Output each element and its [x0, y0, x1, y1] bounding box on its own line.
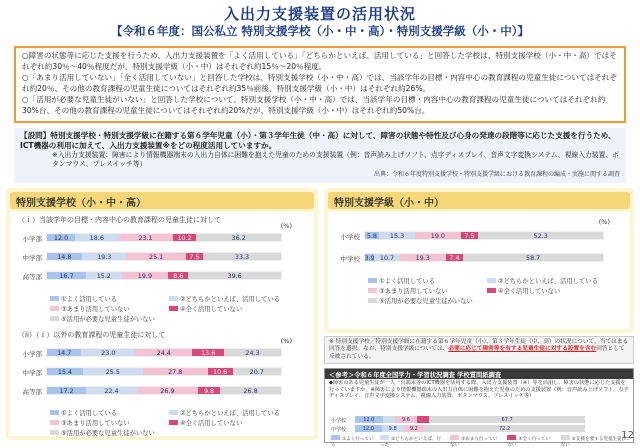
chart2-legend-label: ⑤活用が必要な児童生徒がいない: [61, 430, 155, 437]
reference-legend-item: [331, 435, 374, 448]
reference-legend-swatch: [331, 435, 340, 440]
special-class-chart-area: [328, 212, 630, 329]
chart1-segment-1: 12.0: [47, 234, 75, 241]
chart2-row-label: 中学部: [22, 369, 42, 377]
chart1-segment-2: 19.3: [82, 253, 127, 260]
chart3-row-label: 中学校: [340, 255, 360, 263]
reference-segment-4: [417, 416, 429, 423]
chart2-segment-1: 17.2: [47, 387, 86, 394]
reference-segment-5: 72.2: [424, 425, 585, 432]
chart1-legend-swatch: [169, 306, 178, 311]
chart1-segment-2: 15.2: [86, 272, 122, 279]
chart2-legend-swatch: [50, 430, 59, 435]
chart2-legend-swatch: [50, 410, 59, 415]
chart2-bar: [46, 367, 282, 376]
reference-row-label: 中学校: [331, 427, 347, 433]
chart1-segment-1: 16.7: [47, 272, 86, 279]
chart3-legend-label: ②どちらかといえば、活用している: [497, 278, 598, 285]
chart2-segment-5: 26.8: [220, 387, 281, 394]
summary-box: [14, 46, 626, 123]
question-text: 【設問】特別支援学校・特別支援学級に在籍する第６学年児童（小）・第３学年生徒（中・高）に対して、障害の状態や特性及び心身の発達の段階等に応じた支援を行うため、ICT機器の利用に加えて、入出力支援装置※をどの程度活用していますか。: [20, 131, 616, 150]
reference-segment-1: 12.0: [355, 416, 383, 423]
chart1-legend-label: ③あまり活用していない: [61, 306, 130, 313]
special-school-header: 特別支援学校（小・中・高）: [10, 192, 314, 209]
reference-legend-swatch: [450, 435, 459, 440]
chart1-legend-item: [169, 304, 280, 313]
chart2-unit: (%): [280, 337, 292, 345]
chart3-segment-2: 10.7: [374, 254, 399, 261]
reference-segment-3: 9.2: [404, 425, 425, 432]
chart2-row-label: 高等部: [22, 388, 42, 396]
chart1-legend-label: ②どちらかといえば、活用している: [179, 296, 280, 303]
chart2-legend-label: ③あまり活用していない: [61, 420, 130, 427]
chart3-bar: [364, 253, 604, 262]
chart3-legend-item: [368, 296, 473, 305]
footnote-emphasis: 必要に応じて障害等を有する児童生徒に対する設置を含む: [448, 346, 597, 353]
chart2-legend-label: ④全く活用していない: [179, 420, 243, 427]
chart1-legend-swatch: [50, 306, 59, 311]
chart3-legend-label: ①よく活用している: [379, 278, 436, 285]
reference-legend-item: [450, 435, 501, 448]
chart1-legend-item: [50, 314, 155, 323]
chart1-legend-item: [50, 294, 155, 303]
chart2-legend-swatch: [50, 420, 59, 425]
summary-line-3: ○「活用が必要な児童生徒がいない」と回答した学校について、特別支援学校（小・中・高）では、当該学年の目標・内容中心の教育課程の児童生徒についてはそれぞれ約30%台、その他の教育課程の児童生徒についてはそれぞれ約20%だが、特別支援学級（小・中）はそれぞれ約50%台。: [22, 95, 606, 115]
reference-legend-swatch: [507, 435, 516, 440]
chart3-segment-1: 5.8: [366, 231, 377, 240]
chart3-segment-4: 7.4: [446, 254, 464, 261]
reference-bar: [355, 416, 585, 423]
special-class-panel: [324, 188, 634, 333]
chart1-legend-item: [169, 294, 280, 303]
chart3-legend-swatch: [487, 278, 496, 283]
chart3-unit: (%): [598, 218, 610, 226]
chart2-row-label: 小学部: [22, 350, 42, 358]
chart1-segment-4: 10.2: [173, 234, 197, 241]
chart1-segment-5: 33.3: [203, 253, 281, 260]
chart2-segment-3: 26.9: [137, 387, 198, 394]
chart1-title: （ｉ）当該学年の目標・内容中心の教育課程の児童生徒に対して: [18, 216, 221, 224]
chart2-segment-3: 24.4: [135, 349, 192, 356]
chart2-legend-item: [169, 418, 280, 427]
reference-legend-label: ①よく行っている: [331, 437, 374, 448]
reference-title: ＜参考＞令和６年度全国学力・学習状況調査 学校質問紙調査: [325, 369, 633, 379]
chart2-segment-3: 27.8: [143, 368, 208, 375]
reference-legend-label: ③あまり行っていない: [450, 437, 498, 448]
summary-line-1: ○障害の状態等に応じた支援を行うため、入出力支援装置を「よく活用している」「どちらかといえば、活用している」と回答した学校は、特別支援学校（小・中・高）ではそれぞれ約30％〜40％程度だが、特別支援学級（小・中）はそれぞれ約15％〜20％程度。: [22, 51, 617, 71]
chart2-legend-item: [50, 428, 155, 437]
reference-row-label: 小学校: [331, 418, 347, 424]
chart1-segment-1: 14.8: [47, 253, 82, 260]
chart1-segment-4: 7.5: [186, 253, 204, 260]
chart2-legend-item: [169, 408, 280, 417]
question-explanation: [14, 128, 626, 183]
special-school-chart-area: [10, 212, 314, 436]
chart3-legend-swatch: [368, 298, 377, 303]
chart2-legend-label: ②どちらかといえば、活用している: [179, 410, 280, 417]
chart2-segment-4: 9.8: [198, 387, 220, 394]
chart1-unit: (%): [280, 222, 292, 230]
chart1-legend-swatch: [50, 316, 59, 321]
chart1-legend-label: ④全く活用していない: [179, 306, 243, 313]
chart1-segment-4: 8.6: [168, 272, 188, 279]
chart2-legend-item: [50, 408, 155, 417]
chart3-segment-3: 19.3: [400, 254, 446, 261]
reference-legend-label: ④全く行っていない: [507, 437, 551, 448]
chart1-bar: [46, 233, 282, 242]
chart2-segment-2: 23.0: [81, 349, 135, 356]
chart2-title: （ii）（ｉ）以外の教育課程の児童生徒に対して: [18, 331, 166, 339]
chart3-bar: [364, 231, 604, 240]
chart3-segment-1: 3.9: [364, 253, 375, 262]
chart2-bar: [46, 348, 282, 357]
chart3-legend-item: [487, 276, 598, 285]
chart2-segment-2: 22.4: [86, 387, 137, 394]
chart2-bar: [46, 386, 282, 395]
chart1-segment-3: 25.1: [127, 253, 186, 260]
reference-segment-2: 9.8: [382, 425, 404, 432]
chart3-legend-label: ③あまり活用していない: [379, 288, 448, 295]
chart3-segment-5: 58.7: [463, 254, 603, 261]
chart2-legend: [50, 408, 280, 437]
reference-legend-label: ⑤支援を要する児童生徒がいない: [560, 437, 631, 448]
chart2-legend-swatch: [169, 410, 178, 415]
chart1-legend-item: [50, 304, 155, 313]
chart3-legend-item: [368, 286, 473, 295]
chart3-row-label: 小学校: [340, 233, 360, 241]
page-title: 入出力支援装置の活用状況: [223, 5, 416, 23]
reference-legend-item: [380, 435, 444, 448]
chart2-legend-swatch: [169, 420, 178, 425]
chart3-segment-5: 52.3: [478, 232, 603, 239]
chart1-row-label: 高等部: [22, 273, 42, 281]
reference-segment-5: 67.7: [429, 416, 585, 423]
chart2-segment-5: 20.7: [233, 368, 281, 375]
chart1-legend-swatch: [50, 296, 59, 301]
chart3-legend-label: ⑤活用が必要な児童生徒がいない: [379, 298, 473, 305]
reference-legend-label: ②どちらかといえば、行った: [380, 437, 442, 448]
chart1-row-label: 小学部: [22, 235, 42, 243]
footnote-box: [324, 336, 634, 364]
special-school-panel: [6, 188, 318, 440]
chart1-segment-2: 18.6: [75, 234, 118, 241]
chart2-segment-5: 24.3: [224, 349, 281, 356]
chart3-segment-3: 19.0: [415, 232, 460, 239]
footnote-tail: 回答として反映されている。: [329, 346, 625, 360]
chart2-segment-1: 15.4: [47, 368, 83, 375]
special-class-header: 特別支援学級（小・中）: [328, 192, 630, 209]
device-definition: ※入出力支援装置：障害により情報機器端末の入出力自体に困難を抱えた児童のための支援装置（例：音声読み上げソフト、点字ディスプレイ、音声文字変換システム、視線入力装置、ボタンマウス、プレスイッチ等）: [52, 151, 619, 168]
chart1-legend-label: ①よく活用している: [61, 296, 118, 303]
chart1-segment-3: 23.1: [119, 234, 173, 241]
chart1-segment-5: 36.2: [196, 234, 281, 241]
chart1-segment-3: 19.9: [122, 272, 169, 279]
reference-body: ◆障害のある児童生徒が一人一台端末等のICT機器を活用する際、入出力支援装置（※）等を活用し、障害の状態に応じた支援を行っていますか。※障害により情報機器端末の入出力自体に困難を抱えた児童のための支援装置（例：音声読み上げソフト、点字ディスプレイ、音声文字変換システム、視線入力装置、ボタンマウス、プレスイッチ等）: [329, 380, 629, 399]
reference-legend: [331, 435, 633, 448]
chart3-legend-swatch: [368, 288, 377, 293]
chart1-legend-label: ⑤活用が必要な児童生徒がいない: [61, 316, 155, 323]
reference-legend-swatch: [380, 435, 389, 440]
chart1-row-label: 中学部: [22, 254, 42, 262]
reference-box: [324, 368, 634, 448]
chart1-segment-5: 39.6: [188, 272, 281, 279]
chart1-bar: [46, 271, 282, 280]
reference-segment-3: 9.6: [395, 416, 417, 423]
reference-bar: [355, 425, 585, 432]
reference-segment-2: [383, 416, 395, 423]
chart3-legend-label: ④全く活用していない: [497, 288, 561, 295]
source-citation: 出典：令和６年度特別支援学校・特別支援学級における教育課程の編成・実施に関する調査: [373, 171, 620, 178]
page-subtitle: 【令和６年度：国公私立 特別支援学校（小・中・高）・特別支援学級（小・中）】: [111, 24, 529, 38]
footnote-text: ※ 特別支援学校／特別支援学級に在籍する第６学年児童（小）、第３学年生徒（中、高）の状況について、当てはまる回答を選択。なお、特別支援学級については、: [329, 339, 629, 353]
chart1-legend-swatch: [169, 296, 178, 301]
chart3-legend-item: [368, 276, 473, 285]
chart3-legend-swatch: [368, 278, 377, 283]
chart3-segment-2: 15.3: [379, 232, 415, 239]
reference-legend-swatch: [561, 435, 570, 440]
chart2-legend-label: ①よく活用している: [61, 410, 118, 417]
chart3-segment-4: 7.5: [461, 232, 479, 239]
summary-line-2: ○「あまり活用していない」「全く活用していない」と回答した学校は、特別支援学校（小・中・高）では、当該学年の目標・内容中心の教育課程の児童生徒についてはそれぞれ約20％、その他の教育課程の児童生徒についてはそれぞれ約35％前後、特別支援学級（小・中）はそれぞれ約26%。: [22, 73, 617, 93]
chart2-legend-item: [50, 418, 155, 427]
chart3-legend-swatch: [487, 288, 496, 293]
chart3-legend-item: [487, 286, 598, 295]
reference-legend-item: [507, 435, 554, 448]
chart2-segment-4: 13.6: [192, 349, 224, 356]
chart1-bar: [46, 252, 282, 261]
chart1-legend: [50, 294, 280, 323]
reference-segment-1: 12.0: [355, 425, 382, 432]
chart2-segment-1: 14.7: [47, 349, 81, 356]
chart3-legend: [368, 276, 598, 305]
chart2-segment-2: 25.5: [83, 368, 143, 375]
page-number: 12: [621, 430, 634, 441]
chart2-segment-4: 10.6: [208, 368, 233, 375]
